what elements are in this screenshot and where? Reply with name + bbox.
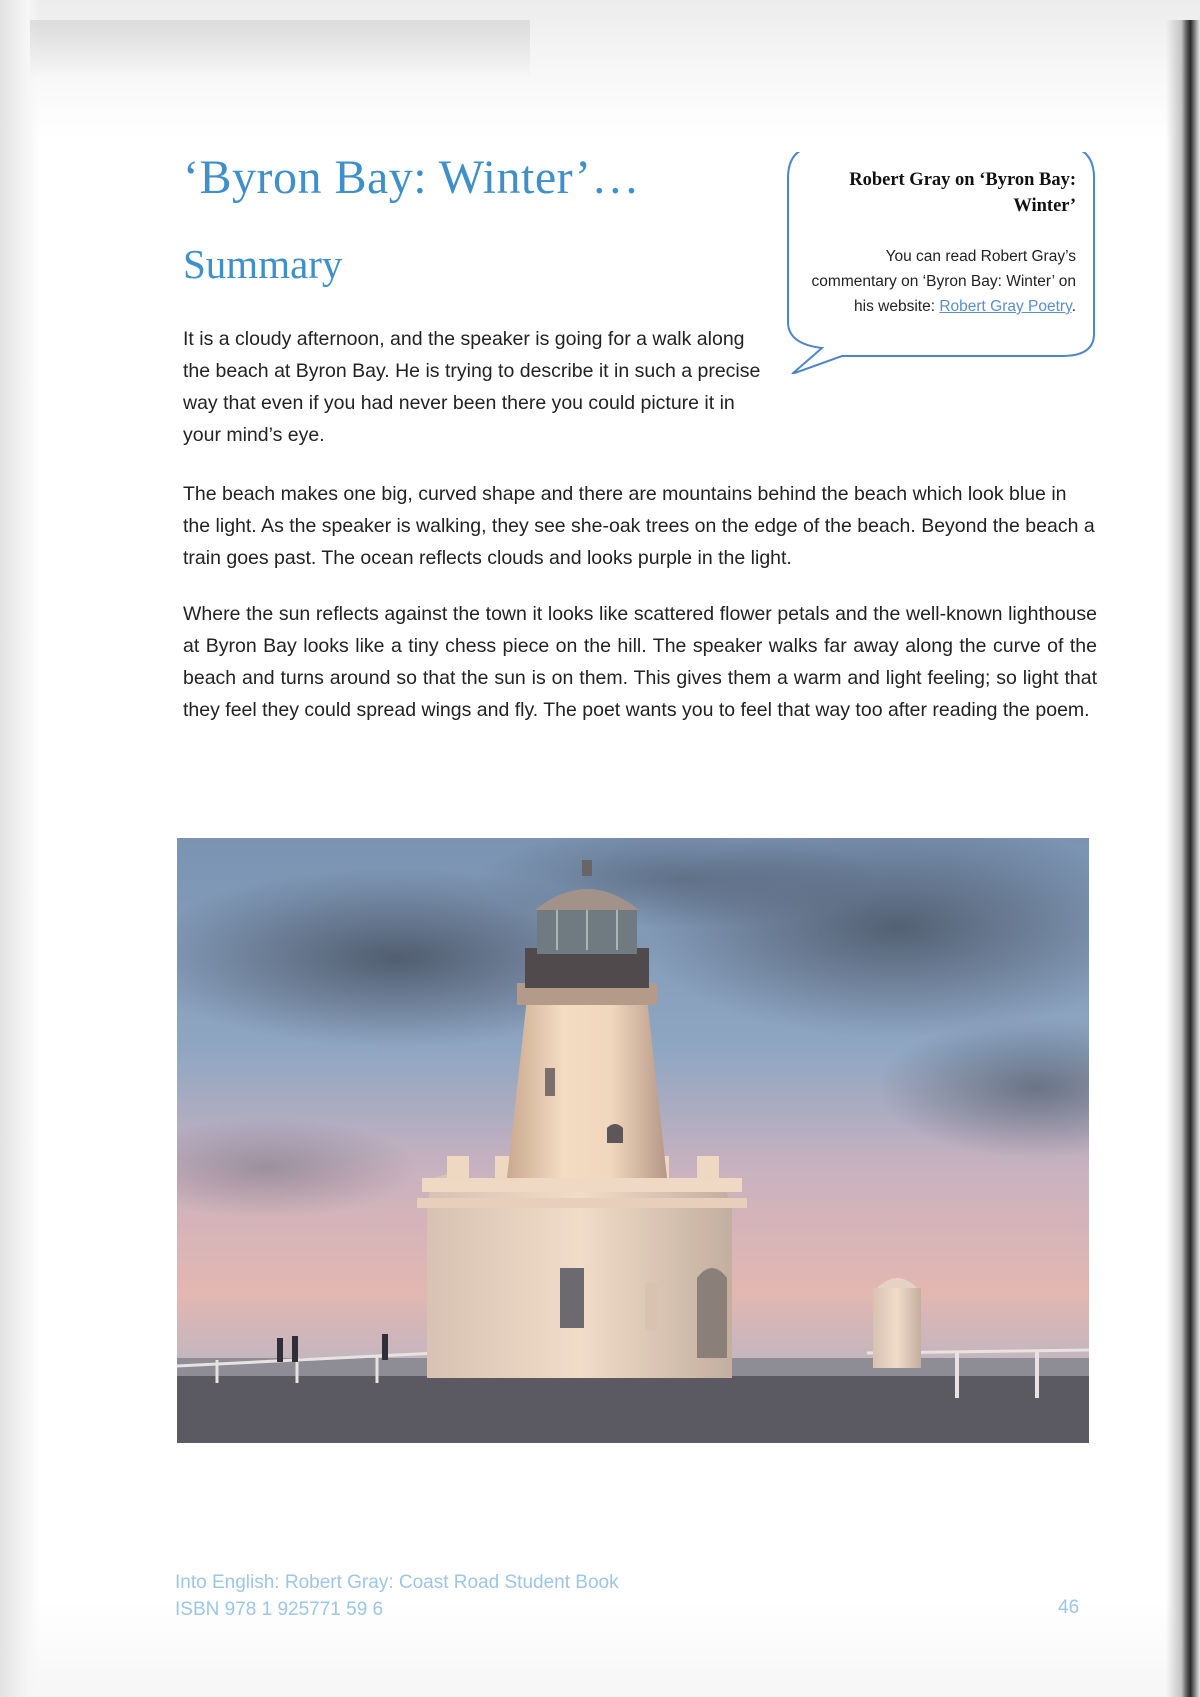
footer-isbn: ISBN 978 1 925771 59 6 — [175, 1599, 384, 1620]
scan-shadow-left — [0, 0, 40, 1697]
summary-paragraph-1: It is a cloudy afternoon, and the speaker is going for a walk along the beach at Byron Bay. He is trying to describe it in such a precise way that even if you had never been there you could picture it in your mind’s eye. — [183, 328, 761, 446]
section-heading: Summary — [183, 241, 343, 287]
scan-shadow-right — [1166, 20, 1200, 1697]
speech-bubble-callout — [786, 152, 1096, 374]
footer-book-info — [175, 1569, 619, 1623]
robert-gray-poetry-link[interactable]: Robert Gray Poetry — [939, 298, 1072, 315]
callout-link-period: . — [1071, 298, 1076, 315]
callout-text: You can read Robert Gray’s commentary on ‘Byron Bay: Winter’ on his website: — [811, 248, 1076, 315]
callout-body — [806, 244, 1076, 319]
summary-paragraph-3: Where the sun reflects against the town it looks like scattered flower petals and the well-known lighthouse at Byron Bay looks like a tiny chess piece on the hill. The speaker walks far away along the curve of the beach and turns around so that the sun is on them. This gives them a warm and light feeling; so light that they feel they could spread wings and fly. The poet wants you to feel that way too after reading the poem. — [183, 603, 1097, 721]
summary-paragraph-2: The beach makes one big, curved shape and there are mountains behind the beach which look blue in the light. As the speaker is walking, they see she-oak trees on the edge of the beach. Beyond the beach a train goes past. The ocean reflects clouds and looks purple in the light. — [183, 483, 1095, 569]
lighthouse-illustration — [177, 838, 1089, 1443]
page-number: 46 — [1058, 1597, 1080, 1618]
lighthouse-photo — [177, 838, 1089, 1443]
callout-title: Robert Gray on ‘Byron Bay: Winter’ — [849, 170, 1076, 216]
scan-shadow-top — [30, 20, 530, 80]
page-title: ‘Byron Bay: Winter’… — [183, 151, 640, 204]
footer-book-title: Into English: Robert Gray: Coast Road Student Book — [175, 1572, 619, 1593]
